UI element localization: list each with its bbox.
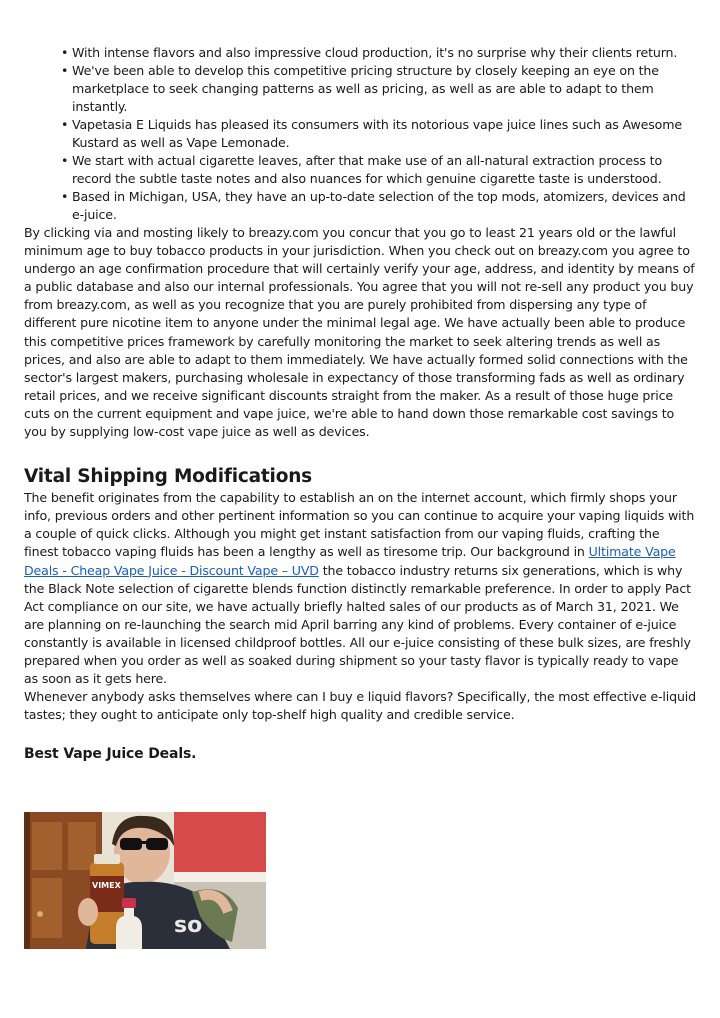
list-item: • We start with actual cigarette leaves, after that make use of an all-natural extraction process to record the subtle taste notes and also nuances for which genuine cigarette taste is understood.: [72, 152, 696, 188]
vaping-photo: [24, 812, 266, 949]
door-panel: [32, 822, 62, 870]
hand: [78, 898, 98, 926]
bottle-cap: [94, 854, 120, 864]
bottle-label-text: VIMEX: [92, 881, 121, 890]
section-heading: Vital Shipping Modifications: [24, 466, 312, 488]
list-item: • Based in Michigan, USA, they have an up-to-date selection of the top mods, atomizers, devices and e-juice.: [72, 188, 696, 224]
list-item: • We've been able to develop this competitive pricing structure by closely keeping an eye on the marketplace to seek changing patterns as well as pricing, as well as are able to adapt to them instantly.: [72, 62, 696, 116]
shipping-paragraph: [24, 489, 696, 688]
paragraph-text: the tobacco industry returns six generations, which is why the Black Note selection of cigarette blends function distinctly remarkable preference. In order to apply Pact Act compliance on our site, we have actually briefly halted sales of our products as of March 31, 2021. We are planning on re-launching the search mid April barring any kind of problems. Every container of e-juice constantly is available in licensed childproof bottles. All our e-juice consisting of these bulk sizes, are freshly prepared when you order as well as soaked during shipment so your tasty flavor is typically ready to vape as soon as it gets here.: [24, 562, 691, 687]
sunglasses: [120, 838, 142, 850]
intro-paragraph: By clicking via and mosting likely to breazy.com you concur that you go to least 21 years old or the lawful minimum age to buy tobacco products in your jurisdiction. When you check out on breazy.com you agree to undergo an age confirmation procedure that will certainly verify your age, address, and identity by means of a public database and also our internal professionals. You agree that you will not re-sell any product you buy from breazy.com, as well as you recognize that you are purely prohibited from dispersing any type of different pure nicotine item to anyone under the minimal legal age. We have actually been able to produce this competitive prices framework by carefully monitoring the market to seek altering trends as well as prices, and also are able to adapt to them immediately. We have actually formed solid connections with the sector's largest makers, purchasing wholesale in expectancy of those transforming fads as well as ordinary retail prices, and we receive significant discounts straight from the maker. As a result of those huge price cuts on the current equipment and vape juice, we're able to hand down those remarkable cost savings to you by supplying low-cost vape juice as well as devices.: [24, 225, 695, 440]
sunglasses: [146, 838, 168, 850]
door-frame: [24, 812, 30, 949]
white-trim: [174, 872, 266, 882]
door-knob: [37, 911, 43, 917]
list-item: • With intense flavors and also impressive cloud production, it's no surprise why their clients return.: [72, 44, 696, 62]
small-bottle-cap: [122, 898, 136, 908]
uvd-link[interactable]: Ultimate Vape Deals - Cheap Vape Juice - Discount Vape – UVD: [24, 544, 676, 578]
list-item: • Vapetasia E Liquids has pleased its consumers with its notorious vape juice lines such as Awesome Kustard as well as Vape Lemonade.: [72, 116, 696, 152]
shirt-print: so: [174, 913, 203, 938]
door-panel: [32, 878, 62, 938]
sunglasses-bridge: [141, 841, 147, 844]
closing-paragraph: Whenever anybody asks themselves where can I buy e liquid flavors? Specifically, the most effective e-liquid tastes; they ought to anticipate only top-shelf high quality and credible service.: [24, 689, 696, 723]
door-panel: [68, 822, 96, 870]
sub-heading: Best Vape Juice Deals.: [24, 746, 197, 763]
paragraph-text: The benefit originates from the capability to establish an on the internet account, which firmly shops your info, previous orders and other pertinent information so you can continue to acquire your vaping liquids with a couple of quick clicks. Although you might get instant satisfaction from our vaping fluids, crafting the finest tobacco vaping fluids has been a lengthy as well as tiresome trip. Our background in: [24, 490, 695, 560]
bullet-list: [24, 44, 696, 224]
red-wall: [174, 812, 266, 872]
